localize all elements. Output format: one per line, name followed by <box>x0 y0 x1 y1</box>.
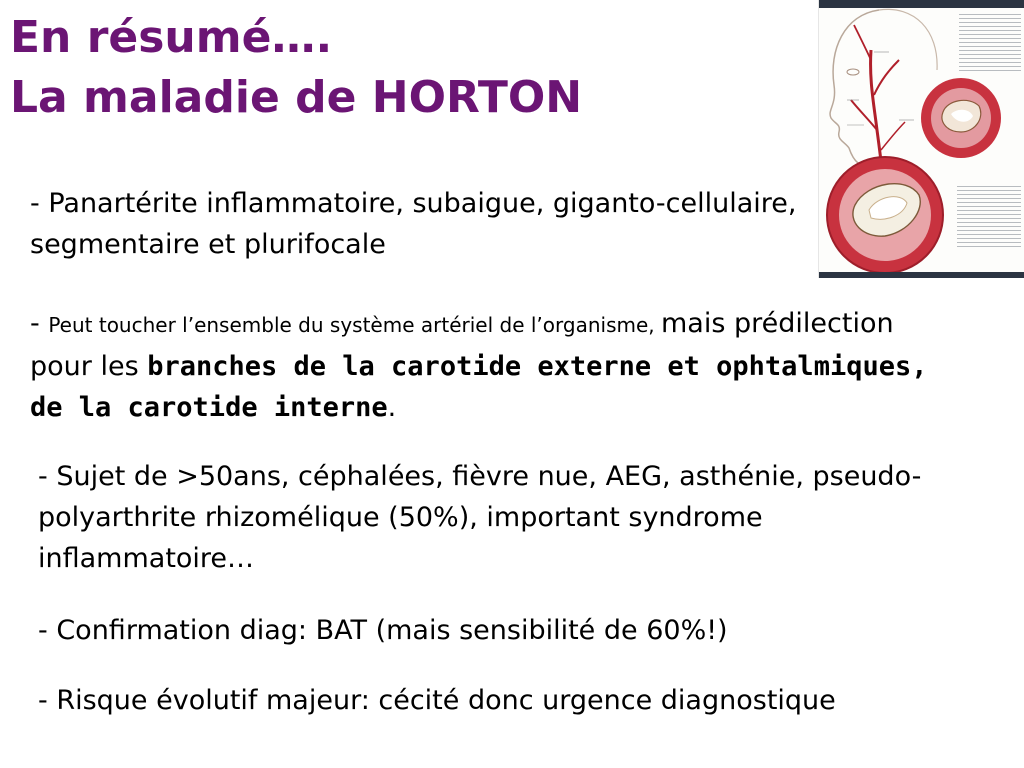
point-localisation-dash: - <box>30 308 49 339</box>
point-localisation-mais: mais <box>660 308 726 339</box>
title-line-2: La maladie de HORTON <box>10 72 583 123</box>
point-clinique: - Sujet de >50ans, céphalées, fièvre nue, AEG, asthénie, pseudo-polyarthrite rhizomélique (50%), important syndrome inflammatoire… <box>38 461 922 574</box>
point-confirmation: - Confirmation diag: BAT (mais sensibilité de 60%!) <box>38 615 728 646</box>
artery-illustration <box>818 0 1024 278</box>
point-panarterite: - Panartérite inflammatoire, subaigue, giganto-cellulaire, segmentaire et plurifocale <box>30 188 797 260</box>
point-localisation-text: prédilection pour les <box>30 308 894 382</box>
point-risque: - Risque évolutif majeur: cécité donc urgence diagnostique <box>38 685 836 716</box>
point-localisation-intro: Peut toucher l’ensemble du système artériel de l’organisme, <box>48 313 661 337</box>
illustration-header-bar <box>819 0 1024 8</box>
point-localisation-end: . <box>387 392 397 423</box>
point-localisation <box>30 303 930 428</box>
slide-title <box>10 8 582 128</box>
point-localisation-emphasis: branches de la carotide externe et ophtalmiques, de la carotide interne <box>30 351 928 423</box>
illustration-caption-bottom <box>957 186 1021 248</box>
title-line-1: En résumé…. <box>10 12 333 63</box>
illustration-caption-top <box>959 14 1021 74</box>
illustration-footer-bar <box>819 272 1024 278</box>
